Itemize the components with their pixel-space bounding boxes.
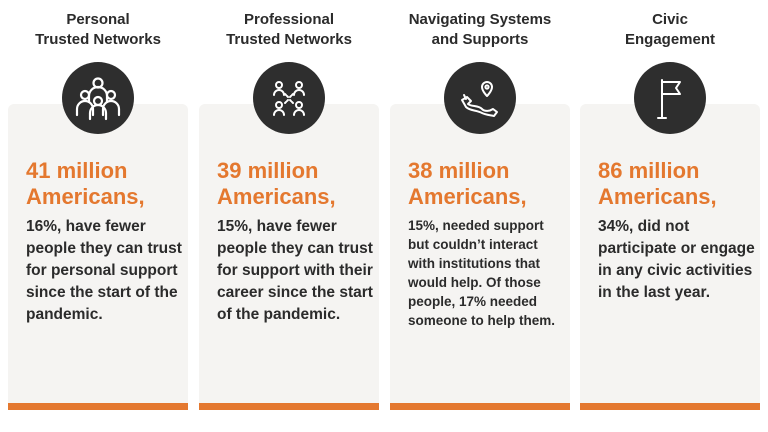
stat-number-line1: 86 million [598, 158, 700, 183]
stat-number-line2: Americans, [26, 184, 145, 209]
stat-number [598, 158, 758, 210]
flag-icon [634, 62, 706, 134]
stat-number [217, 158, 377, 210]
column-professional-trusted-networks [199, 0, 379, 432]
network-people-icon [253, 62, 325, 134]
column-title-line1: Civic [652, 11, 688, 28]
column-title-line2: Trusted Networks [226, 31, 352, 48]
column-title [8, 10, 188, 54]
stat-description: 16%, have fewer people they can trust for personal support since the start of the pandemic. [26, 218, 182, 323]
column-title-line1: Personal [66, 11, 130, 28]
accent-bar [8, 403, 188, 410]
column-title-line1: Navigating Systems [408, 11, 552, 28]
column-navigating-systems [390, 0, 570, 432]
accent-bar [199, 403, 379, 410]
stat-description: 15%, have fewer people they can trust for support with their career since the start of the pandemic. [217, 218, 373, 323]
stat-number-line2: Americans, [217, 184, 336, 209]
accent-bar [390, 403, 570, 410]
column-title-line2: Engagement [624, 31, 715, 48]
stat-number-line1: 38 million [408, 158, 510, 183]
stat-description: 34%, did not participate or engage in any civic activities in the last year. [598, 218, 755, 301]
column-title-line2: Trusted Networks [35, 31, 161, 48]
column-title [580, 10, 760, 54]
map-route-icon [444, 62, 516, 134]
stat-number-line1: 39 million [217, 158, 319, 183]
column-title-line1: Professional [243, 11, 335, 28]
stat-number [408, 158, 568, 210]
stat-number-line2: Americans, [598, 184, 717, 209]
stat-description: 15%, needed support but couldn’t interact with institutions that would help. Of those people, 17% needed someone to help them. [408, 218, 556, 328]
column-title [390, 10, 570, 54]
stat-number [26, 158, 186, 210]
column-title-line2: and Supports [431, 31, 529, 48]
accent-bar [580, 403, 760, 410]
column-personal-trusted-networks [8, 0, 188, 432]
stat-number-line2: Americans, [408, 184, 527, 209]
column-title [199, 10, 379, 54]
people-group-icon [62, 62, 134, 134]
column-civic-engagement [580, 0, 760, 432]
stat-number-line1: 41 million [26, 158, 128, 183]
